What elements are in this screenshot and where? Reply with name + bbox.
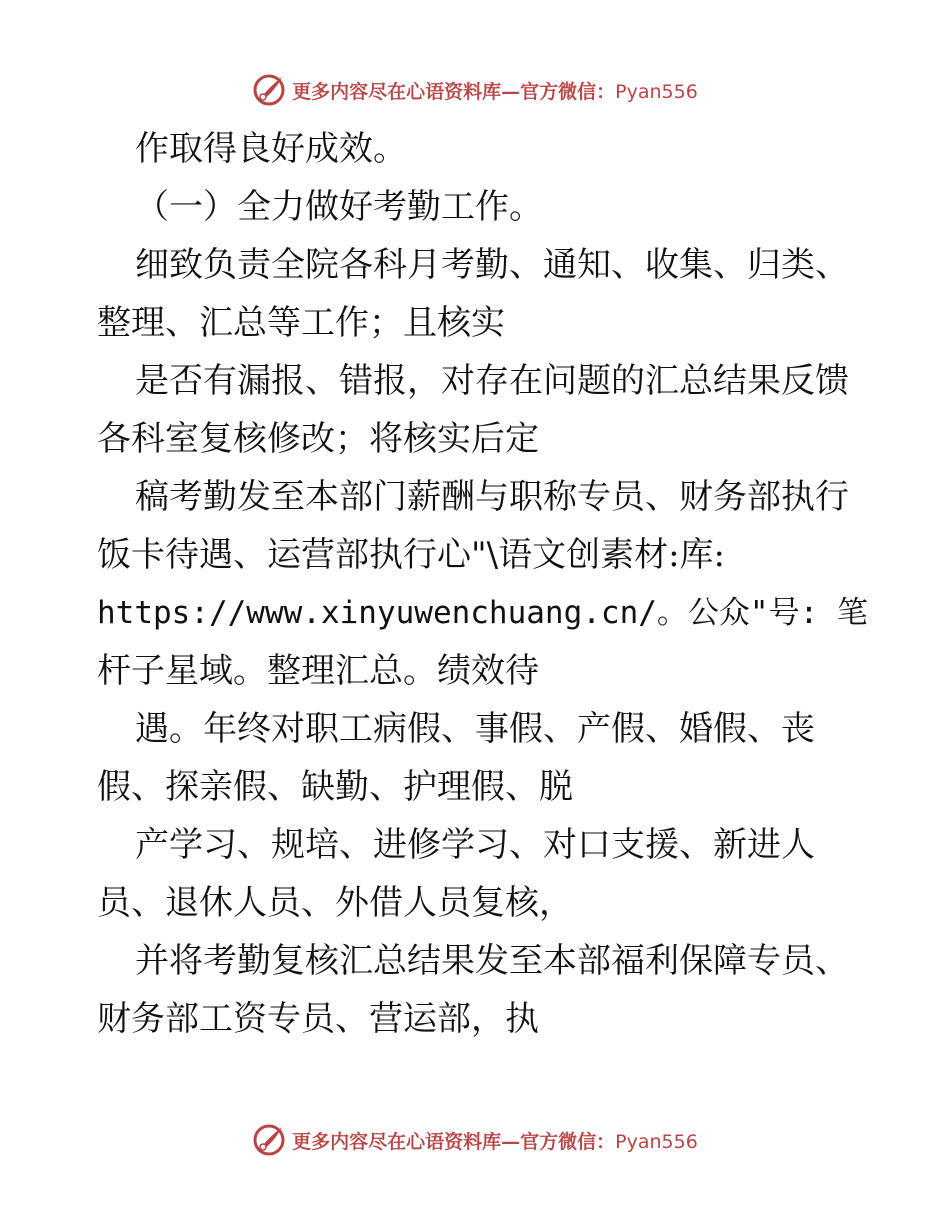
- text-line: 假、探亲假、缺勤、护理假、脱: [97, 767, 573, 807]
- footer-banner: [0, 1120, 950, 1160]
- text-line-url: https://www.xinyuwenchuang.cn/。公众"号: 笔: [97, 595, 868, 631]
- banner-wechat-id: Pyan556: [615, 80, 698, 103]
- quill-logo-icon: [252, 73, 286, 107]
- text-line: 各科室复核修改；将核实后定: [97, 419, 539, 459]
- banner-wechat-id: Pyan556: [615, 1130, 698, 1153]
- text-line: 作取得良好成效。: [135, 129, 407, 169]
- header-banner: [0, 70, 950, 110]
- text-line: 并将考勤复核汇总结果发至本部福利保障专员、: [135, 941, 849, 981]
- text-line: 饭卡待遇、运营部执行心"\语文创素材:库:: [97, 535, 726, 575]
- banner-text: 更多内容尽在心语资料库—官方微信：: [292, 1130, 616, 1153]
- text-line: 财务部工资专员、营运部，执: [97, 999, 539, 1039]
- text-line: 稿考勤发至本部门薪酬与职称专员、财务部执行: [135, 477, 849, 517]
- document-body: [97, 120, 867, 1048]
- text-line: 遇。年终对职工病假、事假、产假、婚假、丧: [135, 709, 815, 749]
- text-line: 整理、汇总等工作；且核实: [97, 303, 505, 343]
- text-line: 杆子星域。整理汇总。绩效待: [97, 651, 539, 691]
- quill-logo-icon: [252, 1123, 286, 1157]
- text-line: 是否有漏报、错报，对存在问题的汇总结果反馈: [135, 361, 849, 401]
- section-heading: （一）全力做好考勤工作。: [135, 187, 543, 227]
- text-line: 员、退休人员、外借人员复核，: [97, 883, 573, 923]
- text-line: 细致负责全院各科月考勤、通知、收集、归类、: [135, 245, 849, 285]
- banner-text: 更多内容尽在心语资料库—官方微信：: [292, 80, 616, 103]
- text-line: 产学习、规培、进修学习、对口支援、新进人: [135, 825, 815, 865]
